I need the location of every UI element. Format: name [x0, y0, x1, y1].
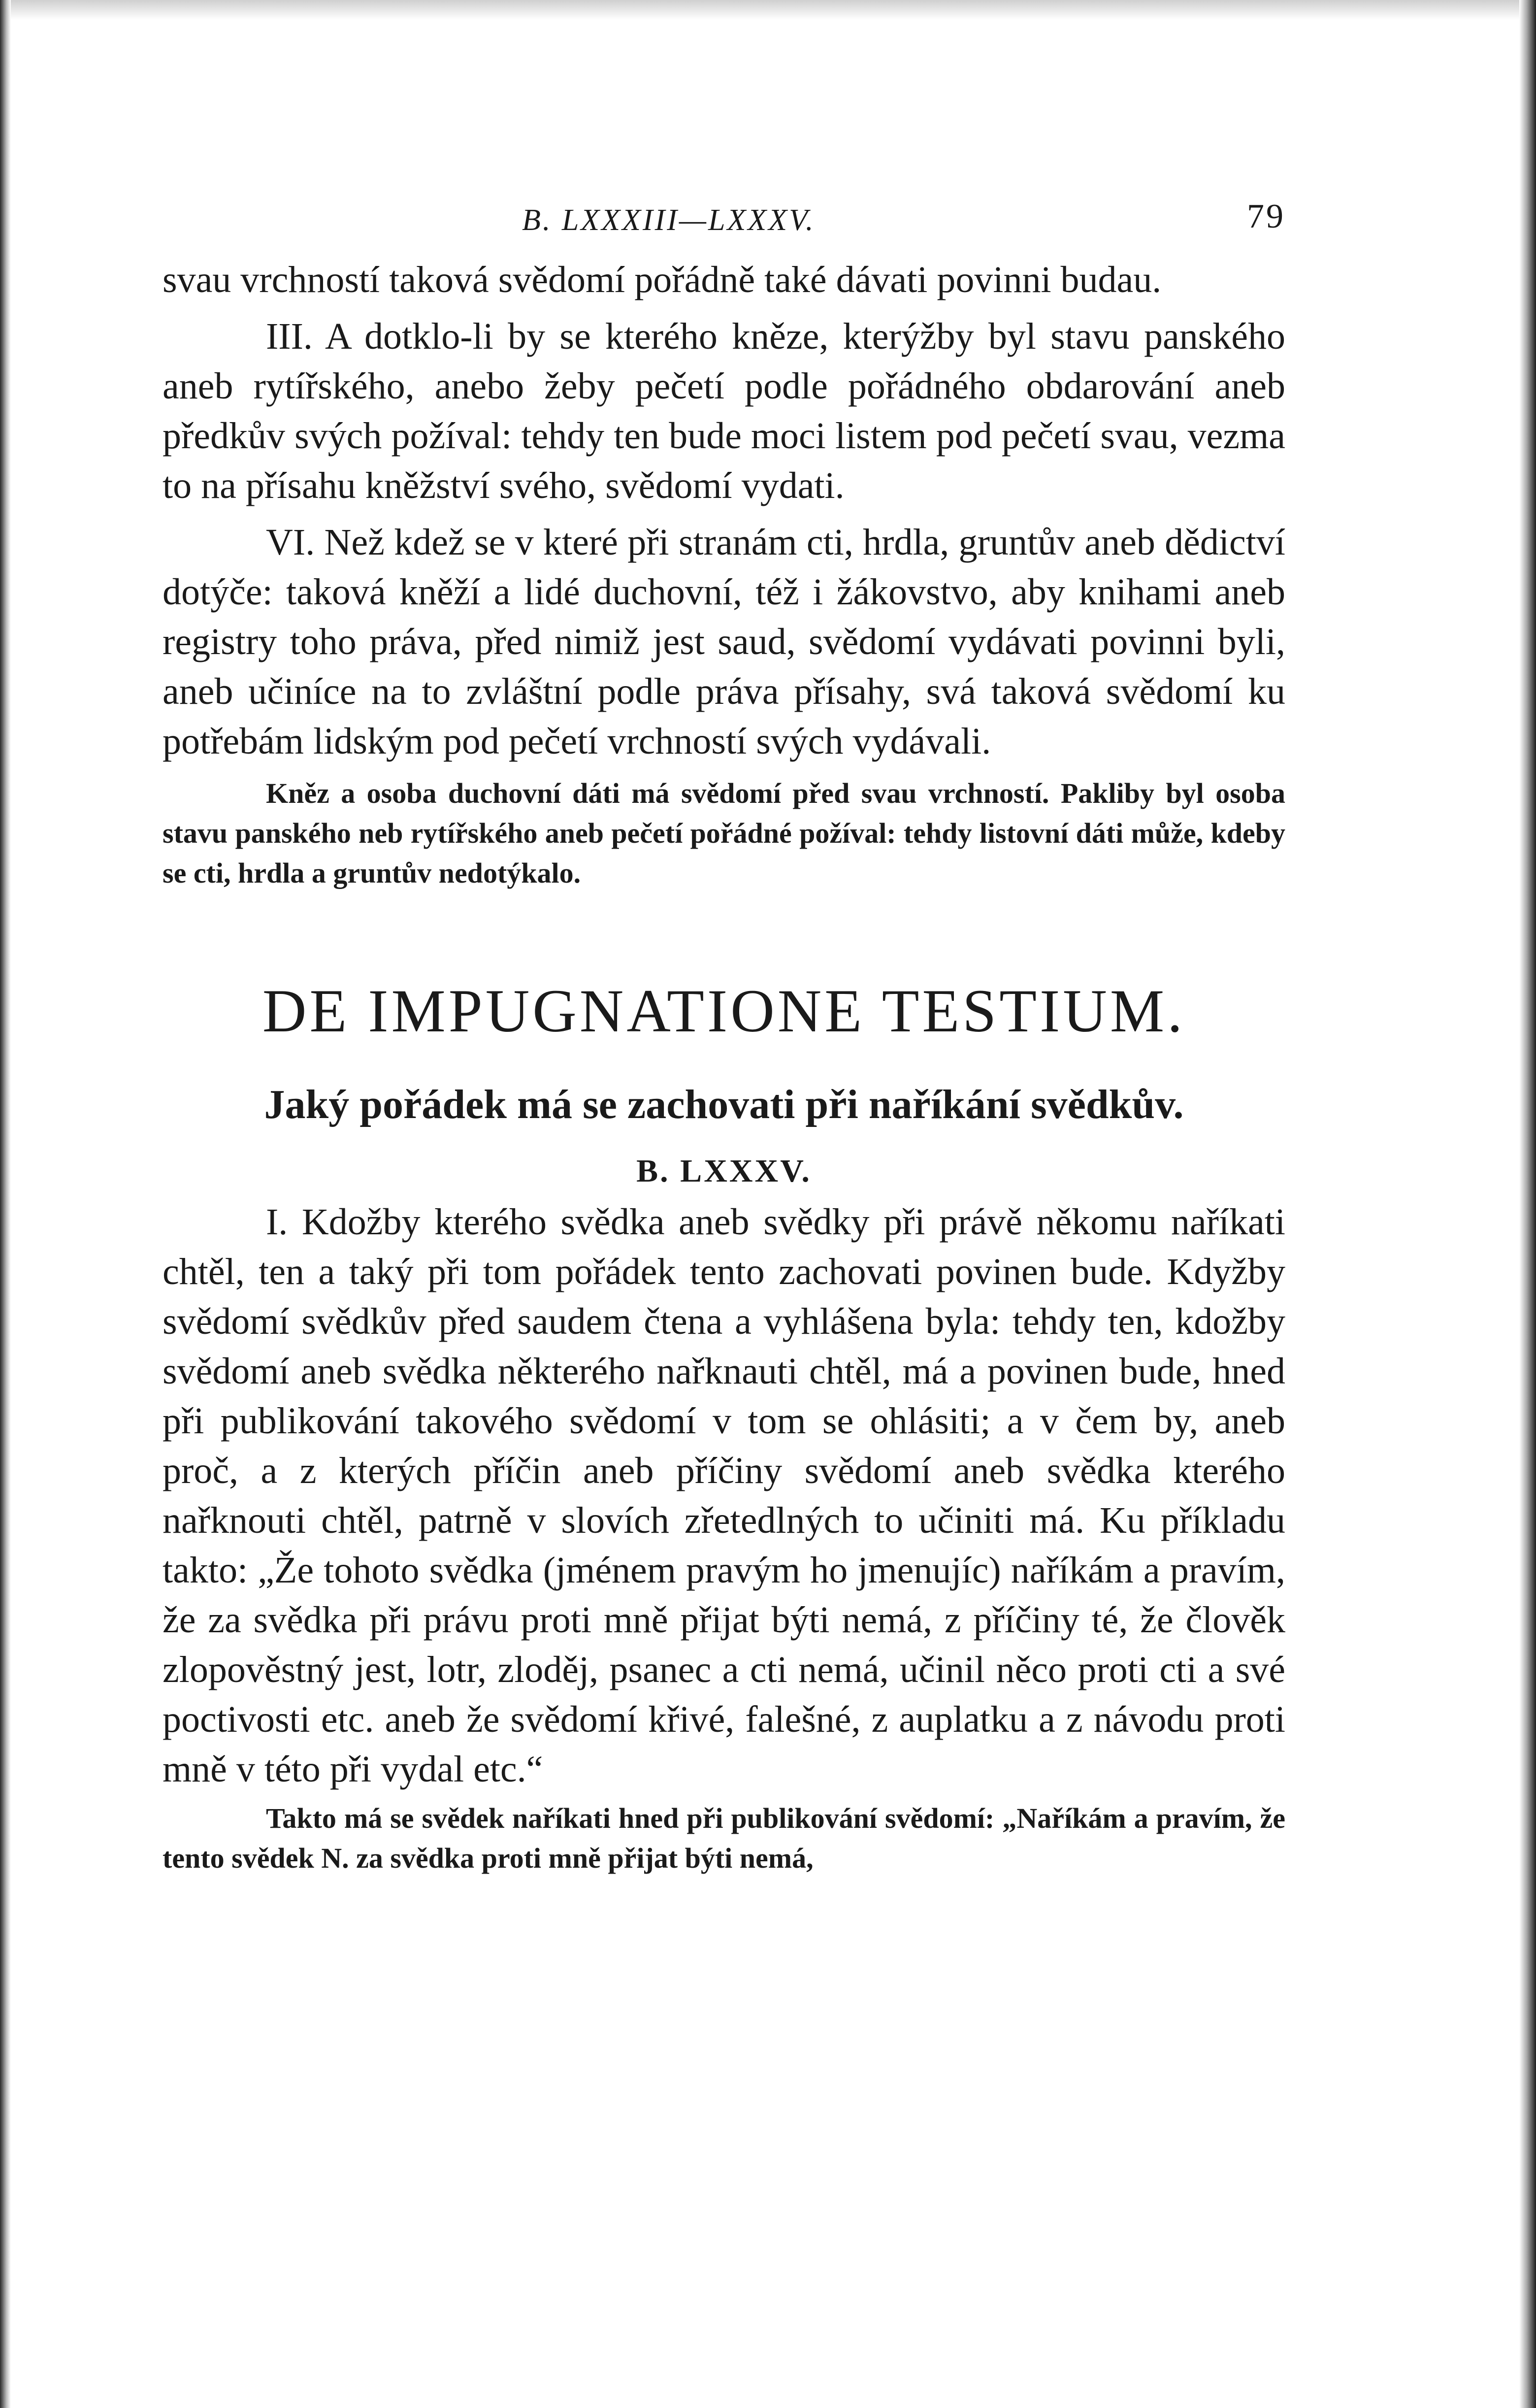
running-title: B. LXXXIII—LXXXV.: [522, 203, 816, 237]
book-page: [163, 197, 1285, 1878]
summary-note-2: Takto má se svědek naříkati hned při publikování svědomí: „Naříkám a pravím, že tento svědek N. za svědka proti mně přijat býti nemá,: [163, 1802, 1285, 1874]
scan-edge-top: [0, 0, 1536, 20]
page-number: 79: [1247, 198, 1285, 235]
chapter-heading-czech: Jaký pořádek má se zachovati při naříkání svědkův.: [264, 1082, 1184, 1127]
section-number: B. LXXXV.: [636, 1153, 812, 1189]
running-head: [163, 197, 1285, 251]
summary-note-1: Kněz a osoba duchovní dáti má svědomí před svau vrchností. Pakliby byl osoba stavu panského neb rytířského aneb pečetí pořádné požíval: tehdy listovní dáti může, kdeby se cti, hrdla a gruntův nedotýkalo.: [163, 777, 1285, 889]
scan-edge-left: [0, 0, 11, 2408]
paragraph-section-iii: III. A dotklo-li by se kterého kněze, kterýžby byl stavu panského aneb rytířského, anebo žeby pečetí podle pořádného obdarování aneb předkův svých požíval: tehdy ten bude moci listem pod pečetí svau, vezma to na přísahu kněžství svého, svědomí vydati.: [163, 316, 1285, 506]
paragraph-section-i: I. Kdožby kterého svědka aneb svědky při právě někomu naříkati chtěl, ten a taký při tom pořádek tento zachovati povinen bude. Kdyžby svědomí svědkův před saudem čtena a vyhlášena byla: tehdy ten, kdožby svědomí aneb svědka některého nařknauti chtěl, má a povinen bude, hned při publikování takového svědomí v tom se ohlásiti; a v čem by, aneb proč, a z kterých příčin aneb příčiny svědomí aneb svědka kterého nařknouti chtěl, patrně v slovích zřetedlných to učiniti má. Ku příkladu takto: „Že tohoto svědka (jménem pravým ho jmenujíc) naříkám a pravím, že za svědka při právu proti mně přijat býti nemá, z příčiny té, že člověk zlopověstný jest, lotr, zloděj, psanec a cti nemá, učinil něco proti cti a své poctivosti etc. aneb že svědomí křivé, falešné, z auplatku a z návodu proti mně v této při vydal etc.“: [163, 1201, 1285, 1790]
chapter-heading-latin: DE IMPUGNATIONE TESTIUM.: [262, 977, 1186, 1045]
scan-edge-right: [1519, 0, 1536, 2408]
paragraph-section-vi: VI. Než kdež se v které při stranám cti, hrdla, gruntův aneb dědictví dotýče: taková kněží a lidé duchovní, též i žákovstvo, aby knihami aneb registry toho práva, před nimiž jest saud, svědomí vydávati povinni byli, aneb učiníce na to zvláštní podle práva přísahy, svá taková svědomí ku potřebám lidským pod pečetí vrchností svých vydávali.: [163, 522, 1285, 762]
paragraph-continuation: svau vrchností taková svědomí pořádně také dávati povinni budau.: [163, 259, 1162, 300]
